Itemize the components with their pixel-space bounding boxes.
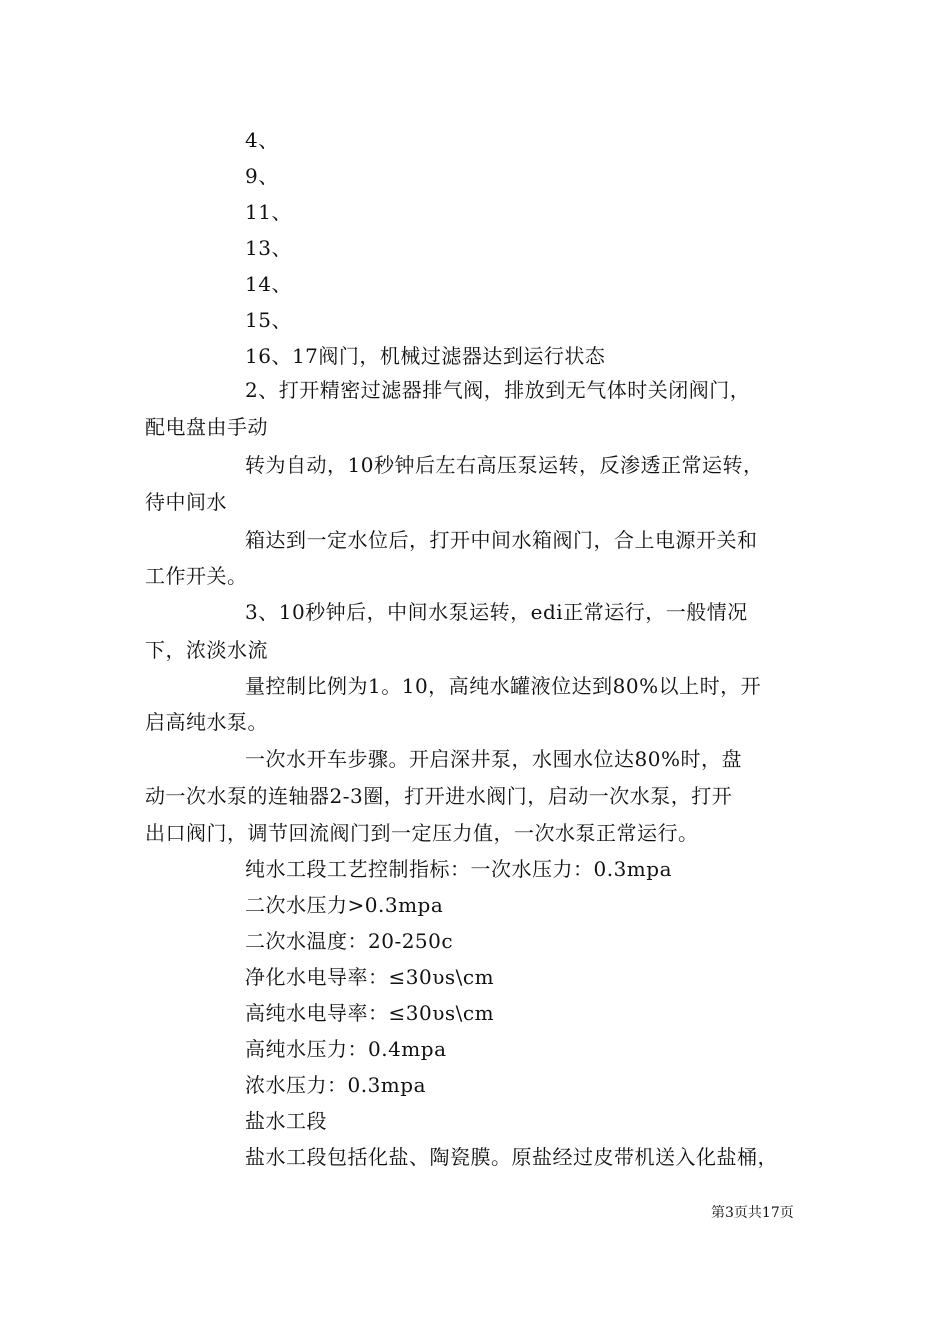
text-line-27: 浓水压力：0.3mpa	[245, 1073, 426, 1097]
text-line-7: 16、17阀门，机械过滤器达到运行状态	[245, 344, 606, 368]
text-line-2: 9、	[245, 164, 279, 188]
text-line-11: 待中间水	[145, 490, 227, 514]
section-heading: 盐水工段	[245, 1109, 327, 1133]
text-line-14: 3、10秒钟后，中间水泵运转，edi正常运行，一般情况	[245, 600, 748, 624]
text-line-19: 动一次水泵的连轴器2-3圈，打开进水阀门，启动一次水泵，打开	[145, 784, 733, 808]
text-line-25: 高纯水电导率：≤30υs\cm	[245, 1001, 495, 1025]
text-line-1: 4、	[245, 128, 279, 152]
text-line-18: 一次水开车步骤。开启深井泵，水囤水位达80%时，盘	[245, 747, 742, 771]
text-line-10: 转为自动，10秒钟后左右高压泵运转，反渗透正常运转，	[245, 453, 764, 477]
text-line-29: 盐水工段包括化盐、陶瓷膜。原盐经过皮带机送入化盐桶，	[245, 1145, 778, 1169]
text-line-12: 箱达到一定水位后，打开中间水箱阀门，合上电源开关和	[245, 528, 758, 552]
text-line-23: 二次水温度：20-250c	[245, 929, 454, 953]
text-line-4: 13、	[245, 236, 292, 260]
text-line-15: 下，浓淡水流	[145, 638, 268, 662]
text-line-20: 出口阀门，调节回流阀门到一定压力值，一次水泵正常运行。	[145, 821, 699, 845]
text-line-13: 工作开关。	[145, 564, 248, 588]
text-line-5: 14、	[245, 272, 292, 296]
page-footer: 第3页共17页	[711, 1205, 794, 1221]
text-line-16: 量控制比例为1。10，高纯水罐液位达到80%以上时，开	[245, 674, 762, 698]
text-line-3: 11、	[245, 200, 292, 224]
text-line-24: 净化水电导率：≤30υs\cm	[245, 965, 495, 989]
text-line-21: 纯水工段工艺控制指标：一次水压力：0.3mpa	[245, 857, 672, 881]
text-line-8: 2、打开精密过滤器排气阀，排放到无气体时关闭阀门，	[245, 378, 751, 402]
text-line-26: 高纯水压力：0.4mpa	[245, 1037, 447, 1061]
text-line-17: 启高纯水泵。	[145, 710, 268, 734]
text-line-22: 二次水压力>0.3mpa	[245, 893, 444, 917]
text-line-6: 15、	[245, 308, 292, 332]
text-line-9: 配电盘由手动	[145, 415, 268, 439]
